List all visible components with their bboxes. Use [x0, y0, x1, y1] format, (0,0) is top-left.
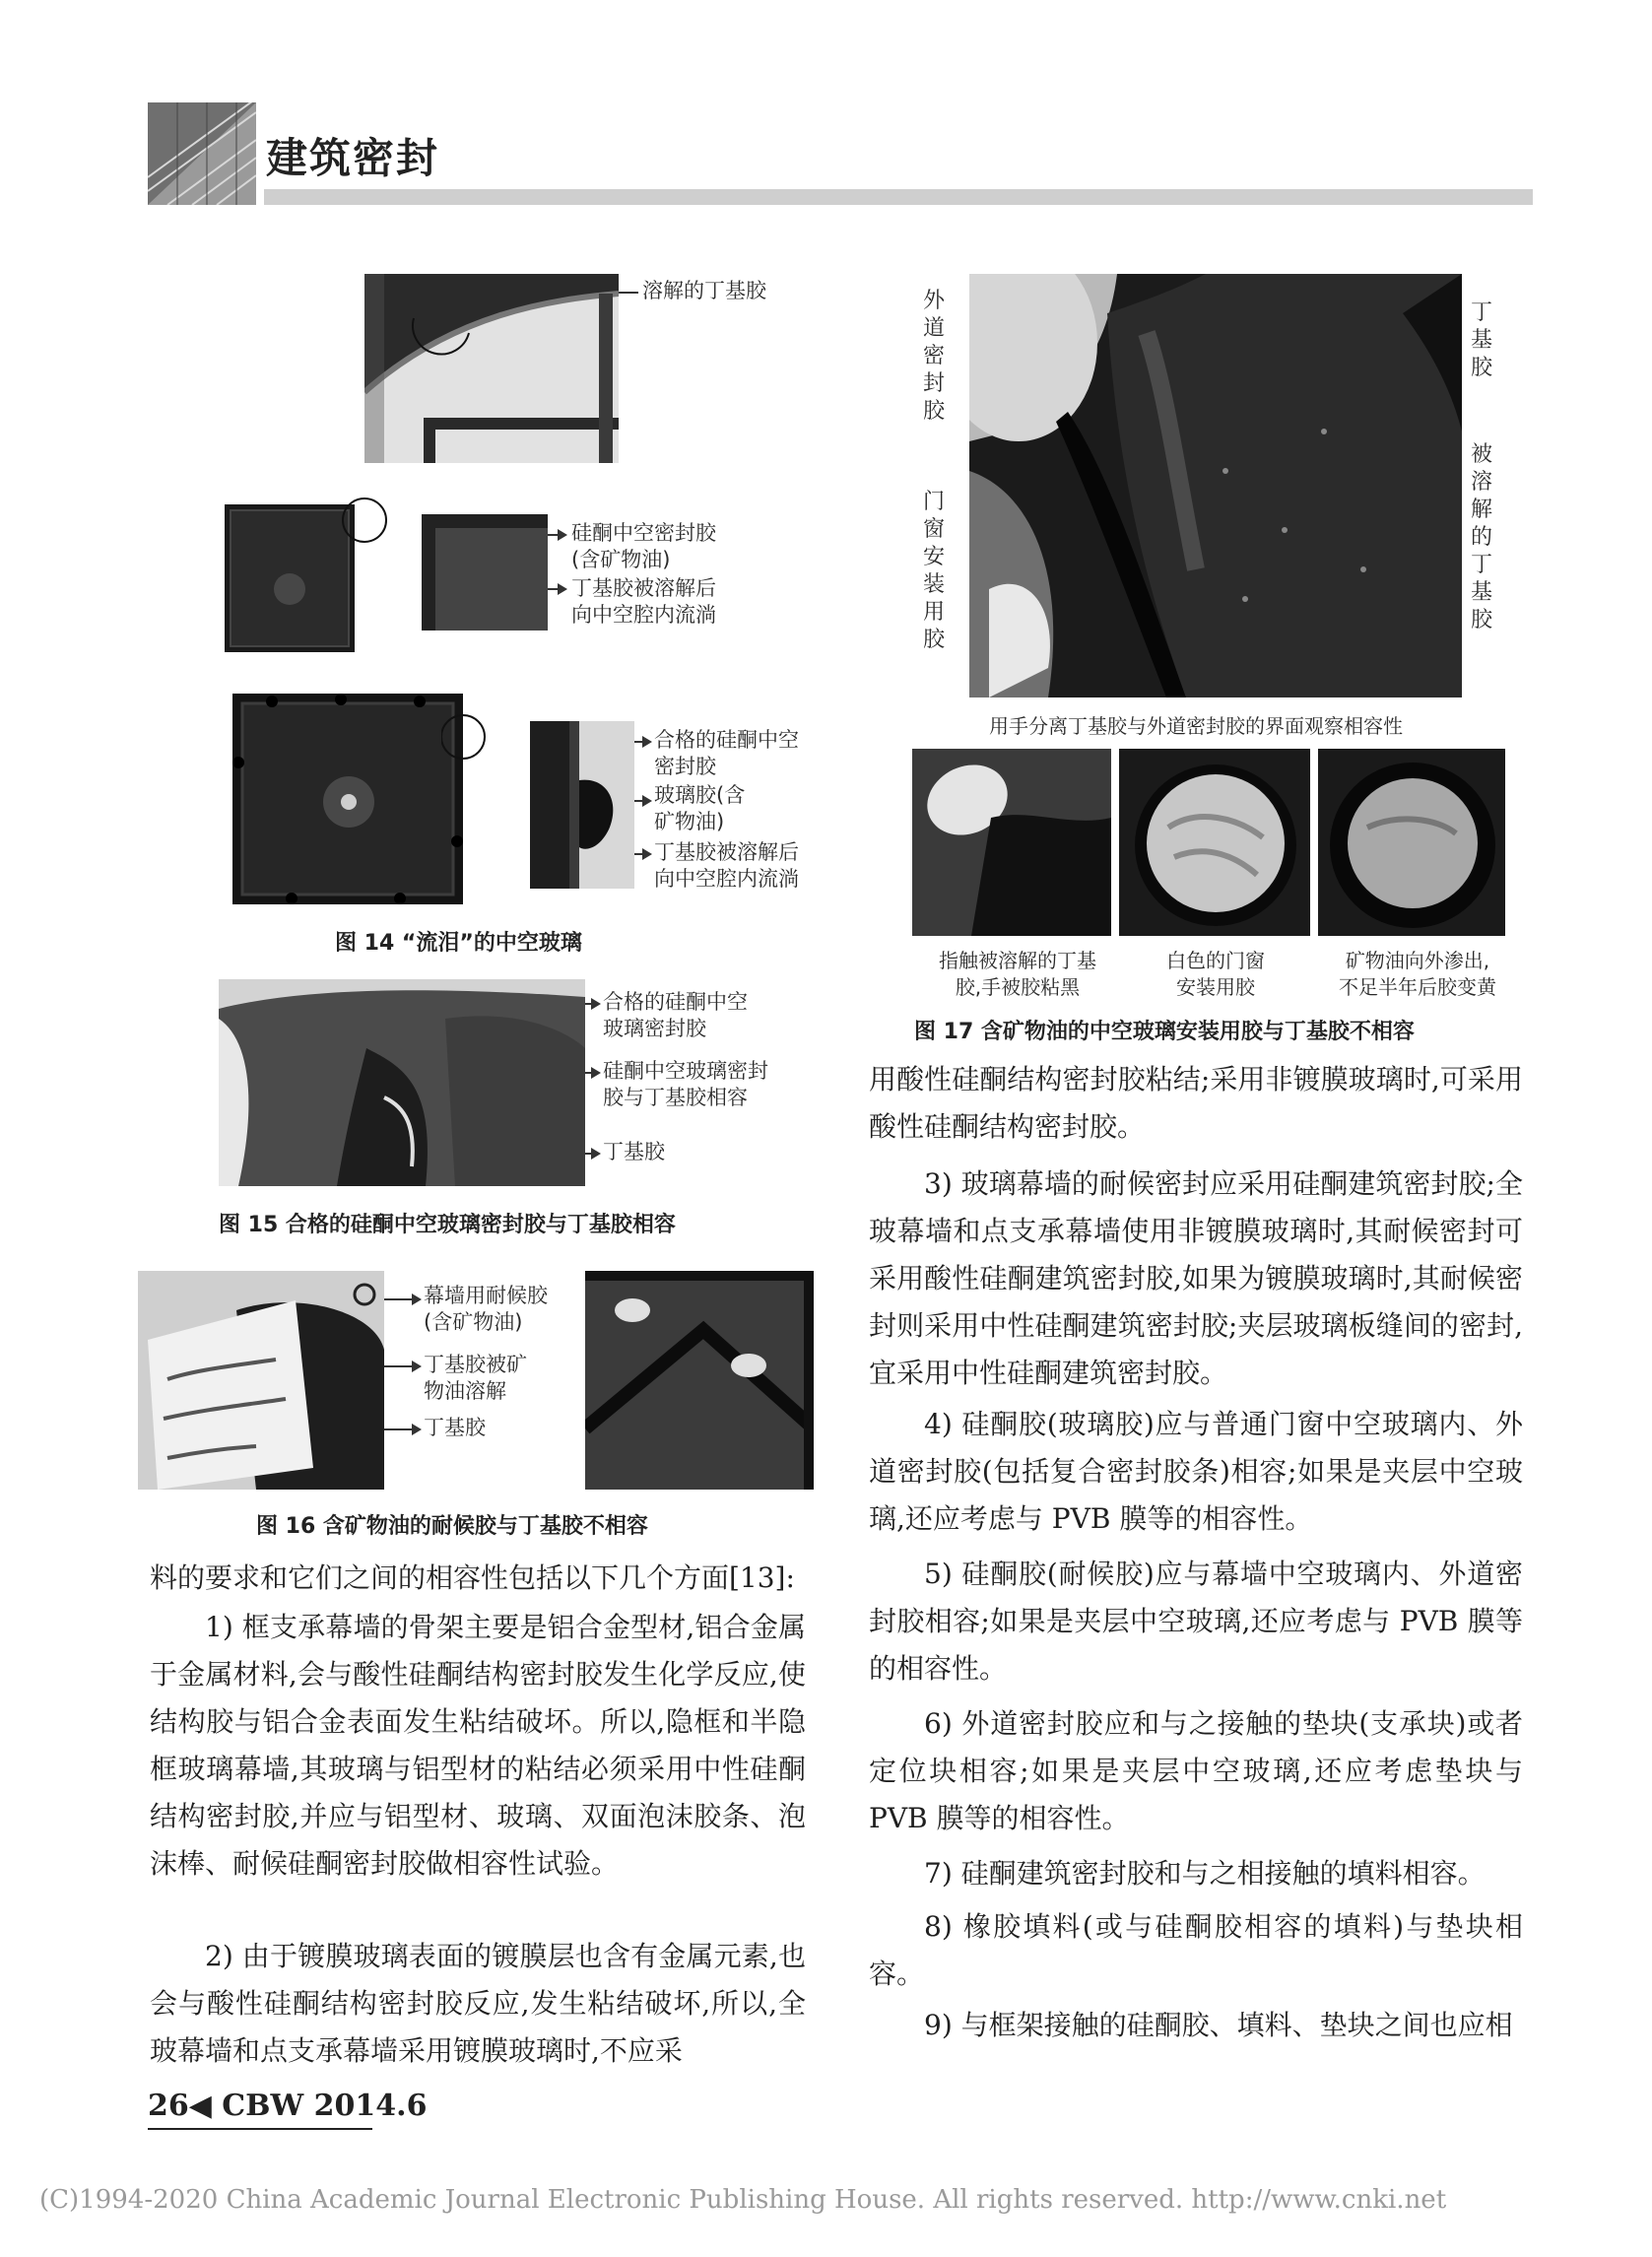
fig14-frame-photo: [364, 274, 619, 463]
fig16-arrow-1: [384, 1298, 414, 1300]
fig14-zoom-photo: [422, 514, 548, 631]
fig17-sub-label-1: 指触被溶解的丁基 胶,手被胶粘黑: [939, 949, 1096, 999]
fig17-sub-label-3: 矿物油向外渗出, 不足半年后胶变黄: [1339, 949, 1496, 999]
fig16-label-1: 幕墙用耐候胶 (含矿物油): [424, 1284, 548, 1334]
fig16-label-2: 丁基胶被矿 物油溶解: [424, 1353, 527, 1403]
fig14-large-panel-photo: [232, 694, 463, 904]
fig15-arrowhead-3: [591, 1148, 601, 1160]
left-paragraph-2: 1) 框支承幕墙的骨架主要是铝合金型材,铝合金属于金属材料,会与酸性硅酮结构密封胶发生化学反应,使结构胶与铝合金表面发生粘结破坏。所以,隐框和半隐框玻璃幕墙,其玻璃与铝型材的粘结必须采用中性硅酮结构密封胶,并应与铝型材、玻璃、双面泡沫胶条、泡沫棒、耐候硅酮密封胶做相容性试验。: [150, 1611, 806, 1880]
fig16-label-3: 丁基胶: [424, 1416, 486, 1439]
right-paragraph-7: 8) 橡胶填料(或与硅酮胶相容的填料)与垫块相容。: [869, 1910, 1523, 1990]
fig14-large-zoom-photo: [530, 721, 634, 889]
header-rule: [264, 189, 1533, 205]
fig14-label-bot-3: 丁基胶被溶解后 向中空腔内流淌: [654, 840, 799, 891]
fig14-arrowhead-4: [642, 795, 652, 807]
right-paragraph-4: 5) 硅酮胶(耐候胶)应与幕墙中空玻璃内、外道密封胶相容;如果是夹层中空玻璃,还应考虑与 PVB 膜等的相容性。: [869, 1558, 1523, 1685]
right-paragraph-3: 4) 硅酮胶(玻璃胶)应与普通门窗中空玻璃内、外道密封胶(包括复合密封胶条)相容;如果是夹层中空玻璃,还应考虑与 PVB 膜等的相容性。: [869, 1408, 1523, 1535]
right-paragraph-5: 6) 外道密封胶应和与之接触的垫块(支承块)或者定位块相容;如果是夹层中空玻璃,还应考虑垫块与 PVB 膜等的相容性。: [869, 1707, 1523, 1834]
header-logo: [148, 102, 256, 205]
fig17-label-butyl: 丁基胶: [1470, 300, 1492, 380]
fig14-zoom-circle-2: [441, 707, 491, 766]
fig16-arrowhead-3: [412, 1424, 422, 1435]
fig17-label-outer-sealant: 外道密封胶: [922, 289, 945, 424]
journal-section-title: 建筑密封: [266, 134, 440, 182]
building-facade-icon: [148, 102, 256, 205]
fig14-caption: 图 14 “流泪”的中空玻璃: [335, 931, 582, 956]
fig17-sub-photo-2: [1119, 749, 1310, 936]
fig14-pointer-line: [619, 292, 638, 294]
fig14-zoom-circle: [335, 491, 394, 550]
right-paragraph-2: 3) 玻璃幕墙的耐候密封应采用硅酮建筑密封胶;全玻幕墙和点支承幕墙使用非镀膜玻璃时,其耐候密封可采用酸性硅酮建筑密封胶,如果为镀膜玻璃时,其耐候密封则采用中性硅酮建筑密封胶;夹层玻璃板缝间的密封,宜采用中性硅酮建筑密封胶。: [869, 1167, 1523, 1389]
fig15-sealant-photo: [219, 979, 585, 1186]
right-paragraph-8: 9) 与框架接触的硅酮胶、填料、垫块之间也应相: [924, 2009, 1513, 2041]
fig16-panel-photo: [585, 1271, 814, 1490]
fig14-arrowhead-1: [558, 529, 567, 541]
fig15-label-1: 合格的硅酮中空 玻璃密封胶: [603, 990, 748, 1040]
fig17-sub-photo-1: [912, 749, 1111, 936]
fig17-caption: 图 17 含矿物油的中空玻璃安装用胶与丁基胶不相容: [914, 1020, 1415, 1044]
fig14-label-mid-1: 硅酮中空密封胶 (含矿物油): [571, 521, 716, 571]
fig15-arrowhead-1: [591, 998, 601, 1010]
left-paragraph-1: 料的要求和它们之间的相容性包括以下几个方面[13]:: [150, 1561, 795, 1594]
fig16-arrow-2: [384, 1365, 414, 1367]
fig14-arrowhead-2: [558, 583, 567, 595]
fig17-main-photo: [969, 274, 1462, 697]
fig14-label-mid-2: 丁基胶被溶解后 向中空腔内流淌: [571, 576, 716, 627]
fig14-label-top: 溶解的丁基胶: [642, 279, 766, 302]
fig16-caption: 图 16 含矿物油的耐候胶与丁基胶不相容: [256, 1514, 648, 1539]
fig15-label-3: 丁基胶: [603, 1140, 665, 1163]
fig14-arrowhead-3: [642, 736, 652, 748]
fig17-sub-photo-3: [1318, 749, 1505, 936]
footer-rule: [148, 2128, 372, 2130]
fig16-arrow-3: [384, 1428, 414, 1430]
fig16-arrowhead-1: [412, 1294, 422, 1305]
fig15-caption: 图 15 合格的硅酮中空玻璃密封胶与丁基胶相容: [219, 1213, 676, 1237]
fig14-label-bot-2: 玻璃胶(含 矿物油): [654, 783, 746, 833]
fig15-label-2: 硅酮中空玻璃密封 胶与丁基胶相容: [603, 1059, 768, 1109]
right-paragraph-6: 7) 硅酮建筑密封胶和与之相接触的填料相容。: [924, 1857, 1486, 1890]
fig17-label-dissolved-butyl: 被溶解的丁基胶: [1470, 442, 1492, 632]
fig17-top-caption: 用手分离丁基胶与外道密封胶的界面观察相容性: [989, 714, 1403, 738]
left-paragraph-3: 2) 由于镀膜玻璃表面的镀膜层也含有金属元素,也会与酸性硅酮结构密封胶反应,发生粘结破坏,所以,全玻幕墙和点支承幕墙采用镀膜玻璃时,不应采: [150, 1940, 806, 2067]
fig16-arrowhead-2: [412, 1361, 422, 1372]
page-number-issue: 26◀ CBW 2014.6: [148, 2089, 428, 2123]
right-paragraph-1: 用酸性硅酮结构密封胶粘结;采用非镀膜玻璃时,可采用酸性硅酮结构密封胶。: [869, 1063, 1523, 1143]
fig17-sub-label-2: 白色的门窗 安装用胶: [1166, 949, 1265, 999]
copyright-line: (C)1994-2020 China Academic Journal Electronic Publishing House. All rights reserved. http://www.cnki.net: [39, 2185, 1447, 2215]
fig14-arrowhead-5: [642, 848, 652, 860]
fig14-label-bot-1: 合格的硅酮中空 密封胶: [654, 728, 799, 778]
fig16-sample-photo: [138, 1271, 384, 1490]
fig17-label-window-glue: 门窗安装用胶: [922, 490, 945, 652]
fig15-arrowhead-2: [591, 1067, 601, 1079]
